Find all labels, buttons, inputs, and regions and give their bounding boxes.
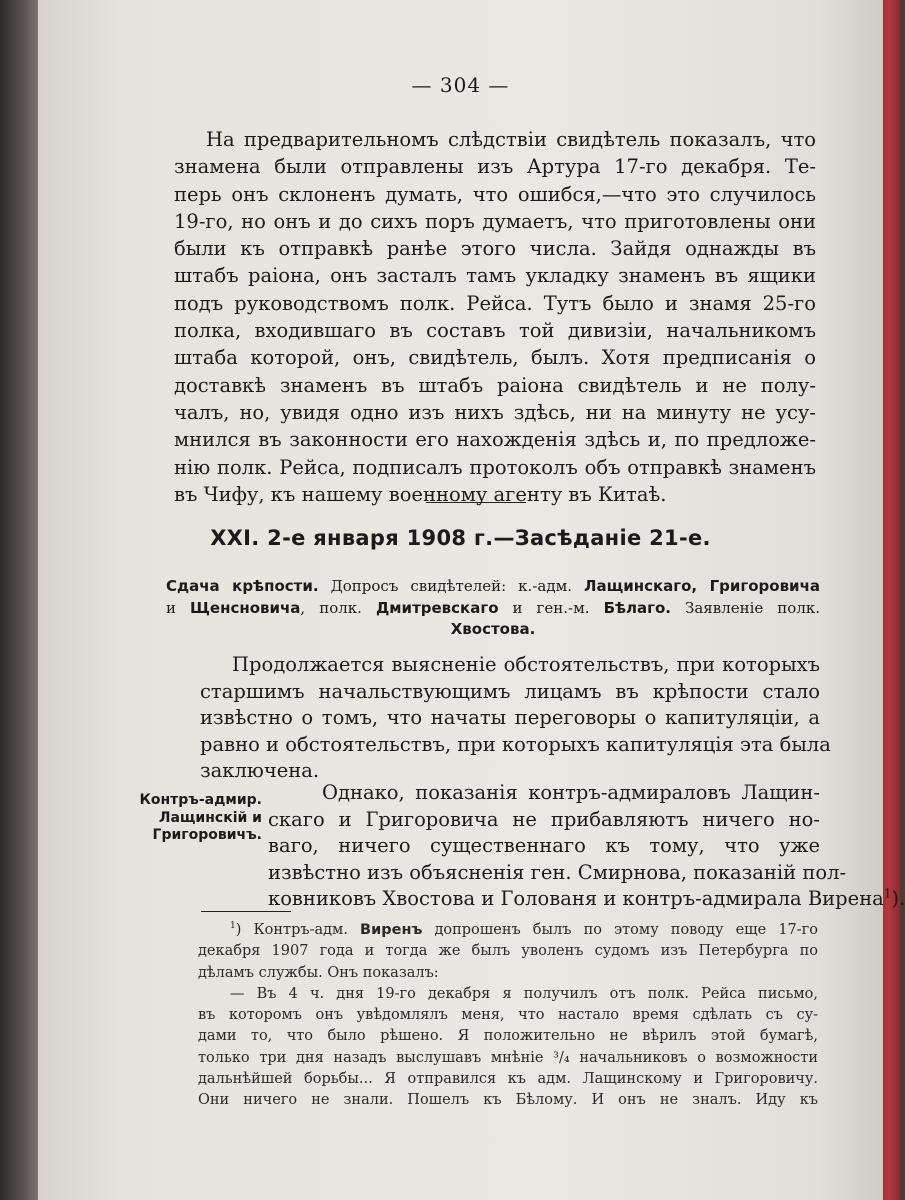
text-line: равно и обстоятельствъ, при которыхъ капитуляція эта была <box>200 732 831 756</box>
book-spine-edge <box>0 0 38 1200</box>
footnote-line: декабря 1907 года и тогда же былъ уволенъ судомъ изъ Петербурга по <box>198 943 818 960</box>
summary-topic: Сдача крѣпости. <box>166 577 319 595</box>
footnote-line: только три дня назадъ выслушавъ мнѣніе ³/₄ начальниковъ о возможности <box>198 1049 818 1066</box>
text-line-tail: ). <box>891 887 905 910</box>
footnote-line: Они ничего не знали. Пошелъ къ Бѣлому. И онъ не зналъ. Иду къ <box>198 1092 818 1109</box>
summary-witness: Щенсновича <box>190 598 301 617</box>
text-line <box>268 886 905 913</box>
footnote-line: въ которомъ онъ увѣдомлялъ меня, что настало время сдѣлать съ су- <box>198 1007 818 1024</box>
summary-line <box>166 619 820 641</box>
text-line: нію полк. Рейса, подписалъ протоколъ объ отправкѣ знаменъ <box>174 455 816 479</box>
text-line: подъ руководствомъ полк. Рейса. Тутъ было и знамя 25-го <box>174 291 816 315</box>
footnote-line: дальнѣйшей борьбы... Я отправился къ адм. Лащинскому и Григоровичу. <box>198 1071 818 1088</box>
text-line: мнился въ законности его нахожденія здѣсь и, по предложе- <box>174 428 816 452</box>
text-line: чалъ, но, увидя одно изъ нихъ здѣсь, ни на минуту не усу- <box>174 400 816 424</box>
text-line: Однако, показанія контръ-адмираловъ Лащин- <box>322 781 820 804</box>
section-summary <box>166 576 820 641</box>
text-line: полка, входившаго въ составъ той дивизіи, начальникомъ <box>174 319 816 343</box>
footnote-text: ) Контръ-адм. <box>235 922 361 938</box>
text-line: перь онъ склоненъ думать, что ошибся,—что это случилось <box>174 182 816 206</box>
text-line: извѣстно изъ объясненія ген. Смирнова, показаній пол- <box>268 860 847 884</box>
paragraph-proceedings <box>200 652 831 785</box>
paragraph-testimony <box>174 126 816 508</box>
summary-text: Заявленіе полк. <box>671 598 821 617</box>
summary-line <box>166 598 820 620</box>
summary-text: , полк. <box>300 598 376 617</box>
footnote-line: дами то, что было рѣшено. Я положительно не вѣрилъ этой бумагѣ, <box>198 1028 818 1045</box>
footnote-marker: 1 <box>230 921 236 932</box>
footnote-text: допрошенъ былъ по этому поводу еще 17-го <box>422 922 818 938</box>
summary-witness: Лащинскаго, Григоровича <box>584 577 820 595</box>
text-line: Продолжается выясненіе обстоятельствъ, при которыхъ <box>232 653 820 676</box>
summary-text: и <box>166 598 191 617</box>
text-line: штабъ раіона, онъ засталъ тамъ укладку знаменъ въ ящики <box>174 264 816 288</box>
text-line: ваго, ничего существеннаго къ тому, что уже <box>268 834 820 857</box>
text-line: извѣстно о томъ, что начаты переговоры о капитуляціи, а <box>200 706 820 729</box>
text-line: штаба которой, онъ, свидѣтель, былъ. Хотя предписанія о <box>174 346 816 370</box>
summary-witness: Хвостова. <box>450 620 536 638</box>
summary-line <box>166 576 820 598</box>
summary-text: Допросъ свидѣтелей: к.-адм. <box>318 577 585 595</box>
text-line: На предварительномъ слѣдствіи свидѣтель показалъ, что <box>206 128 816 151</box>
book-page <box>38 0 905 1200</box>
paragraph-admirals <box>268 780 905 913</box>
footnote <box>198 920 818 1112</box>
text-line: скаго и Григоровича не прибавляютъ ничего но- <box>268 807 820 831</box>
page-number: — 304 — <box>411 73 510 97</box>
footnote-rule <box>201 911 291 912</box>
footnote-line: — Въ 4 ч. дня 19-го декабря я получилъ отъ полк. Рейса письмо, <box>230 985 818 1002</box>
summary-witness: Дмитревскаго <box>375 598 499 617</box>
text-line: 19-го, но онъ и до сихъ поръ думаетъ, что приготовлены они <box>174 209 816 233</box>
footnote-line: дѣламъ службы. Онъ показалъ: <box>198 964 439 981</box>
margin-note-line: Григоровичъ. <box>152 827 262 843</box>
text-line: старшимъ начальствующимъ лицамъ въ крѣпости стало <box>200 679 820 703</box>
text-line: въ Чифу, къ нашему военному агенту въ Китаѣ. <box>174 482 667 506</box>
summary-witness: Бѣлаго. <box>603 598 671 617</box>
footnote-line <box>198 920 818 941</box>
footnote-reference: 1 <box>883 886 892 901</box>
margin-note-line: Лащинскій и <box>158 809 262 826</box>
section-heading: XXI. 2-е января 1908 г.—Засѣданіе 21-е. <box>210 526 711 550</box>
text-line: были къ отправкѣ ранѣе этого числа. Зайдя однажды въ <box>174 237 816 261</box>
margin-note <box>114 792 262 845</box>
text-line: заключена. <box>200 759 320 782</box>
text-line-content: ковниковъ Хвостова и Голованя и контръ-адмирала Вирена <box>268 887 884 910</box>
summary-text: и ген.-м. <box>498 598 604 617</box>
text-line: знамена были отправлены изъ Артура 17-го декабря. Те- <box>174 155 816 179</box>
margin-note-line: Контръ-адмир. <box>139 792 262 808</box>
text-line: доставкѣ знаменъ въ штабъ раіона свидѣтель и не полу- <box>174 373 816 397</box>
footnote-name: Виренъ <box>360 922 423 938</box>
section-divider <box>426 502 526 503</box>
